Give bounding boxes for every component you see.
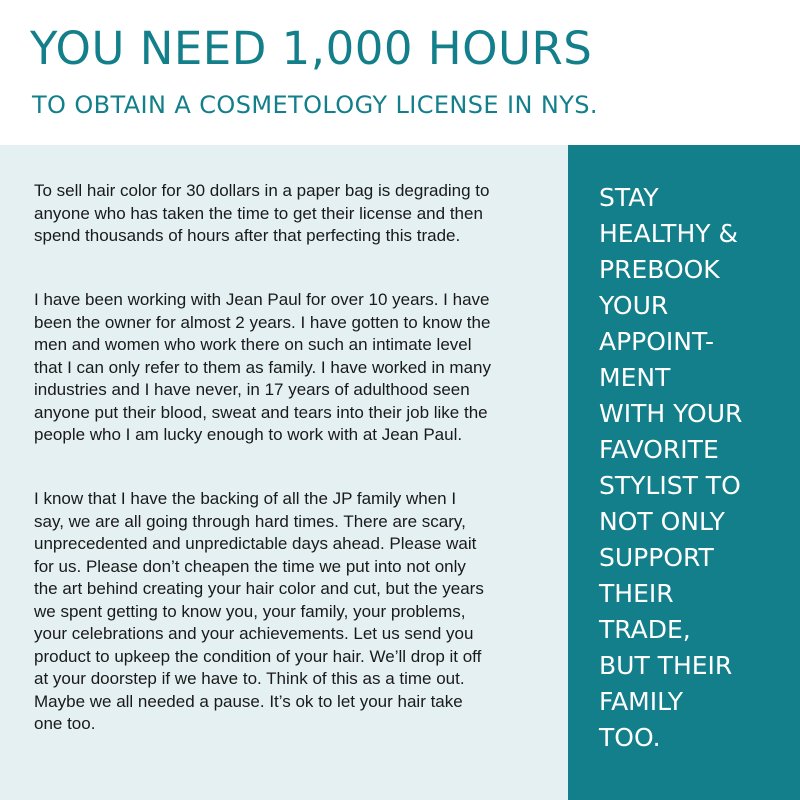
subheadline: TO OBTAIN A COSMETOLOGY LICENSE IN NYS. (32, 91, 598, 119)
header (0, 0, 800, 145)
letter-paragraph-2: I have been working with Jean Paul for over 10 years. I have been the owner for almost 2 years. I have gotten to know the men and women who work there on such an intimate level that I can only refer to them as family. I have worked in many industries and I have never, in 17 years of adulthood seen anyone put their blood, sweat and tears into their job like the people who I am lucky enough to work with at Jean Paul. (34, 290, 491, 444)
callout-text: STAY HEALTHY & PREBOOK YOUR APPOINT- MENT WITH YOUR FAVORITE STYLIST TO NOT ONLY SUPPORT THEIR TRADE, BUT THEIR FAMILY TOO. (599, 183, 743, 752)
letter-paragraph-3: I know that I have the backing of all the JP family when I say, we are all going through hard times. There are scary, unprecedented and unpredictable days ahead. Please wait for us. Please don’t cheapen the time we put into not only the art behind creating your hair color and cut, but the years we spent getting to know you, your family, your problems, your celebrations and your achievements. Let us send you product to upkeep the condition of your hair. We’ll drop it off at your doorstep if we have to. Think of this as a time out. Maybe we all needed a pause. It’s ok to let your hair take one too. (34, 489, 484, 733)
headline: YOU NEED 1,000 HOURS (30, 22, 593, 75)
letter-paragraph-1: To sell hair color for 30 dollars in a paper bag is degrading to anyone who has taken the time to get their license and then spend thousands of hours after that perfecting this trade. (34, 181, 490, 245)
